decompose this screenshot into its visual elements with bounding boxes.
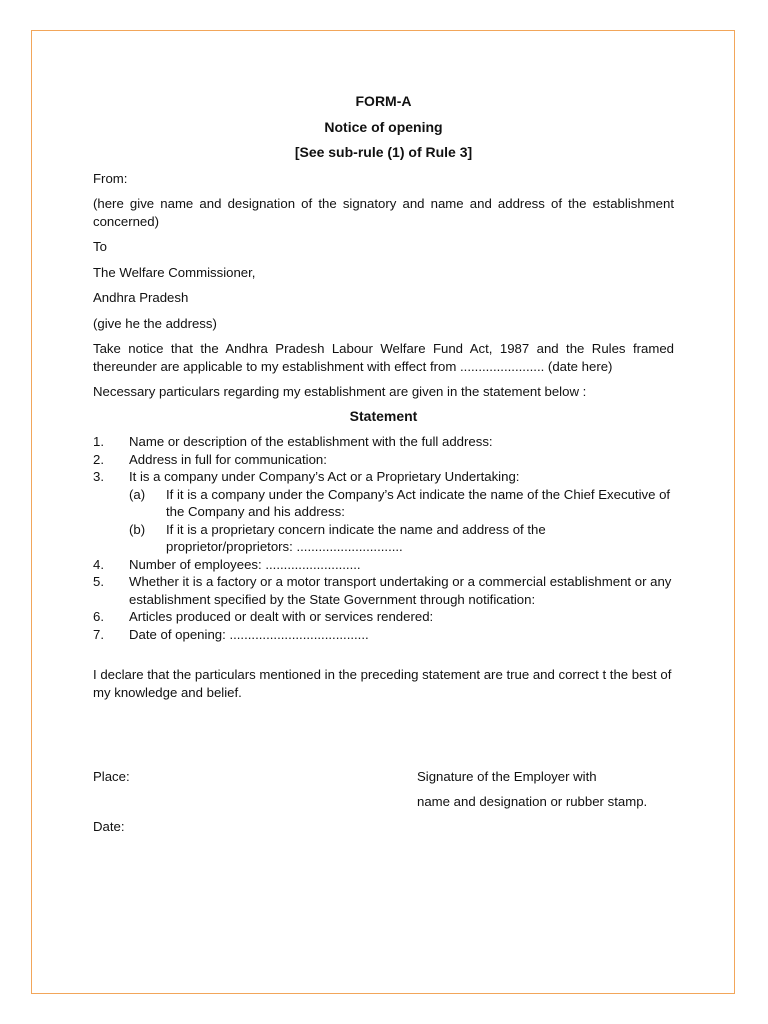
- addressee-state: Andhra Pradesh: [93, 290, 189, 305]
- list-item: 6. Articles produced or dealt with or services rendered:: [93, 609, 434, 624]
- document-body: [93, 93, 674, 843]
- sub-list-item: (a) If it is a company under the Company’s Act indicate the name of the Chief Executive of the Company and his address:: [129, 486, 671, 519]
- sub-list-item: (b) If it is a proprietary concern indicate the name and address of the proprietor/proprietors: .............................: [129, 521, 546, 554]
- form-rule: [See sub-rule (1) of Rule 3]: [294, 144, 473, 160]
- place-label: Place:: [93, 769, 130, 784]
- to-label: To: [93, 239, 107, 254]
- list-item: 5. Whether it is a factory or a motor transport undertaking or a commercial establishment or any establishment specified by the State Government through notification:: [93, 574, 672, 607]
- statement-list: [93, 433, 674, 643]
- list-item: 1. Name or description of the establishment with the full address:: [93, 434, 493, 449]
- list-item: 4. Number of employees: ..........................: [93, 556, 361, 572]
- signature-row-2: [93, 793, 674, 818]
- date-label: Date:: [93, 819, 125, 834]
- statement-heading: Statement: [349, 407, 418, 424]
- date-row: [93, 818, 674, 843]
- from-label: From:: [93, 170, 128, 186]
- sub-list: [129, 486, 674, 556]
- list-item: 3. It is a company under Company’s Act or a Proprietary Undertaking: (a) If it is a company under the Company’s Act indicate the name of the Chief Executive of the Company and his address: (b) If it is a proprietary concern indicate the name and address of the proprietor/proprietors: .............................: [93, 468, 674, 556]
- place-signature-row: [93, 768, 674, 793]
- from-note: (here give name and designation of the signatory and name and address of the establishment concerned): [93, 196, 674, 229]
- address-note: (give he the address): [93, 315, 217, 331]
- list-item: 2. Address in full for communication:: [93, 451, 327, 467]
- particulars-intro: Necessary particulars regarding my establishment are given in the statement below :: [93, 384, 587, 399]
- form-title: FORM-A: [355, 93, 412, 109]
- signature-line-1: Signature of the Employer with: [417, 769, 597, 784]
- declaration: I declare that the particulars mentioned in the preceding statement are true and correct t the best of my knowledge and belief.: [93, 667, 672, 700]
- form-subtitle: Notice of opening: [324, 118, 443, 135]
- notice-text: Take notice that the Andhra Pradesh Labour Welfare Fund Act, 1987 and the Rules framed thereunder are applicable to my establishment with effect from ....................... (date here): [93, 341, 674, 374]
- signature-line-2: name and designation or rubber stamp.: [417, 794, 648, 809]
- list-item: 7. Date of opening: ......................................: [93, 626, 369, 642]
- addressee: The Welfare Commissioner,: [93, 264, 256, 280]
